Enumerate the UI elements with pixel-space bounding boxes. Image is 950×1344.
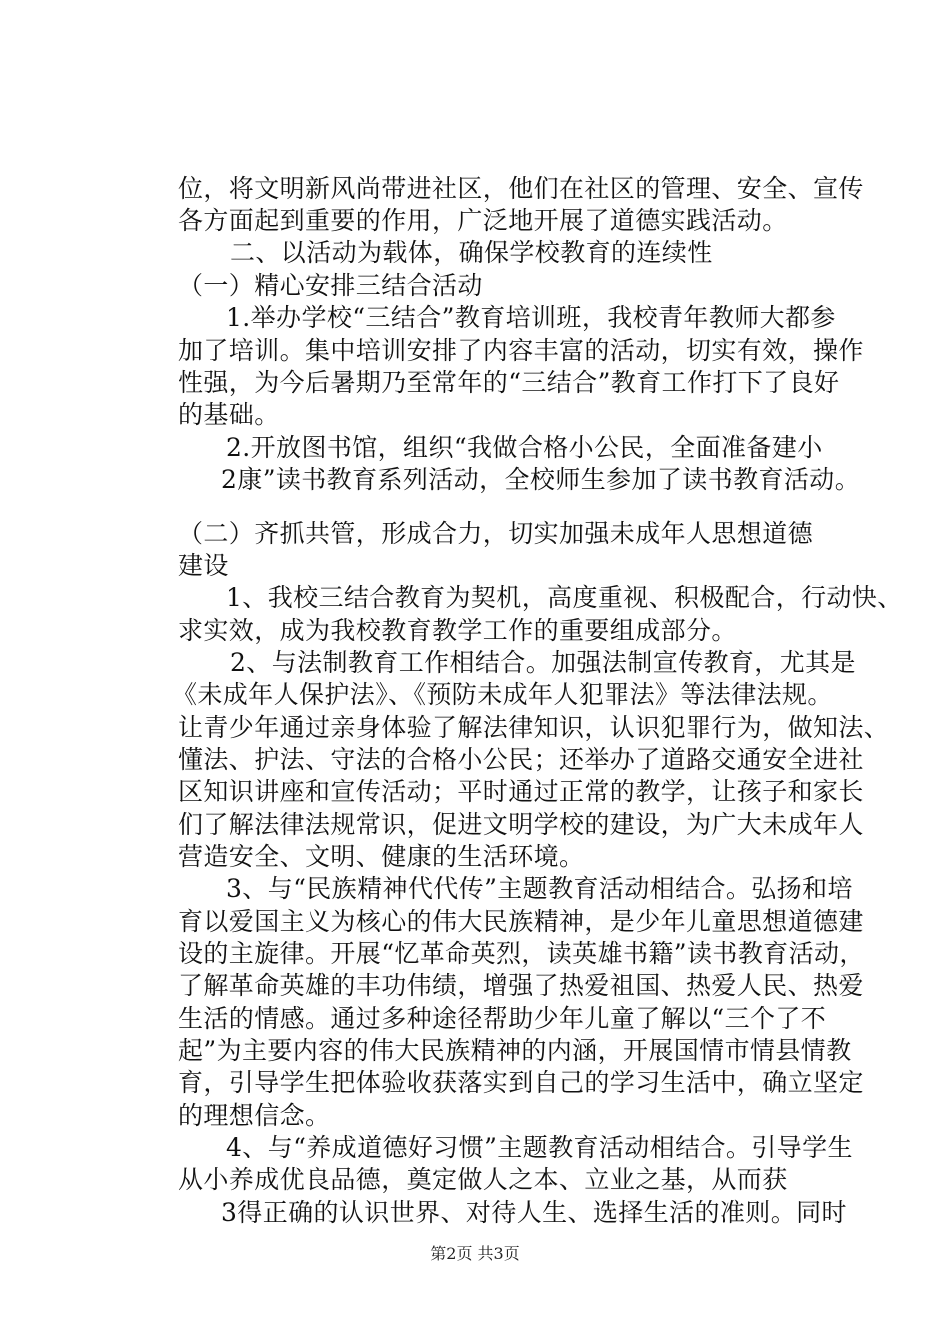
text-line: 《未成年人保护法》、《预防未成年人犯罪法》等法律法规。 — [172, 680, 833, 709]
text-line: 各方面起到重要的作用，广泛地开展了道德实践活动。 — [178, 206, 788, 235]
text-line: 从小养成优良品德，奠定做人之本、立业之基，从而获 — [178, 1165, 788, 1194]
section-heading: 二、以活动为载体，确保学校教育的连续性 — [230, 238, 713, 267]
text-line: 2.开放图书馆，组织“我做合格小公民，全面准备建小 — [226, 433, 823, 462]
text-line: 营造安全、文明、健康的生活环境。 — [178, 842, 585, 871]
text-line: 设的主旋律。开展“忆革命英烈，读英雄书籍”读书教育活动， — [178, 939, 865, 968]
text-line: 生活的情感。通过多种途径帮助少年儿童了解以“三个了不 — [178, 1004, 827, 1033]
text-line: 让青少年通过亲身体验了解法律知识，认识犯罪行为，做知法、 — [178, 713, 890, 742]
page-number: 第2页 共3页 — [430, 1244, 520, 1263]
text-line: 的理想信念。 — [178, 1101, 331, 1130]
text-line: 1、我校三结合教育为契机，高度重视、积极配合，行动快、 — [226, 583, 903, 612]
text-line: 2、与法制教育工作相结合。加强法制宣传教育，尤其是 — [230, 648, 856, 677]
text-line: 建设 — [178, 551, 229, 580]
text-line: 4、与“养成道德好习惯”主题教育活动相结合。引导学生 — [226, 1133, 853, 1162]
text-line: 育，引导学生把体验收获落实到自己的学习生活中，确立坚定 — [178, 1068, 864, 1097]
subsection-heading: （二）齐抓共管，形成合力，切实加强未成年人思想道德 — [178, 519, 814, 548]
text-line: 1.举办学校“三结合”教育培训班，我校青年教师大都参 — [226, 303, 836, 332]
text-line: 了解革命英雄的丰功伟绩，增强了热爱祖国、热爱人民、热爱 — [178, 971, 864, 1000]
text-line: 的基础。 — [178, 400, 280, 429]
text-line: 2康”读书教育系列活动，全校师生参加了读书教育活动。 — [221, 465, 861, 494]
subsection-heading: （一）精心安排三结合活动 — [178, 271, 483, 300]
text-line: 起”为主要内容的伟大民族精神的内涵，开展国情市情县情教 — [178, 1036, 852, 1065]
text-line: 性强，为今后暑期乃至常年的“三结合”教育工作打下了良好 — [178, 368, 840, 397]
text-line: 3、与“民族精神代代传”主题教育活动相结合。弘扬和培 — [226, 874, 853, 903]
text-line: 加了培训。集中培训安排了内容丰富的活动，切实有效，操作 — [178, 336, 864, 365]
text-line: 位，将文明新风尚带进社区，他们在社区的管理、安全、宣传 — [178, 174, 864, 203]
text-line: 求实效，成为我校教育教学工作的重要组成部分。 — [178, 616, 737, 645]
text-line: 区知识讲座和宣传活动；平时通过正常的教学，让孩子和家长 — [178, 777, 864, 806]
text-line: 懂法、护法、守法的合格小公民；还举办了道路交通安全进社 — [178, 745, 864, 774]
text-line: 育以爱国主义为核心的伟大民族精神，是少年儿童思想道德建 — [178, 907, 864, 936]
text-line: 们了解法律法规常识，促进文明学校的建设，为广大未成年人 — [178, 810, 864, 839]
text-line: 3得正确的认识世界、对待人生、选择生活的准则。同时 — [221, 1198, 847, 1227]
